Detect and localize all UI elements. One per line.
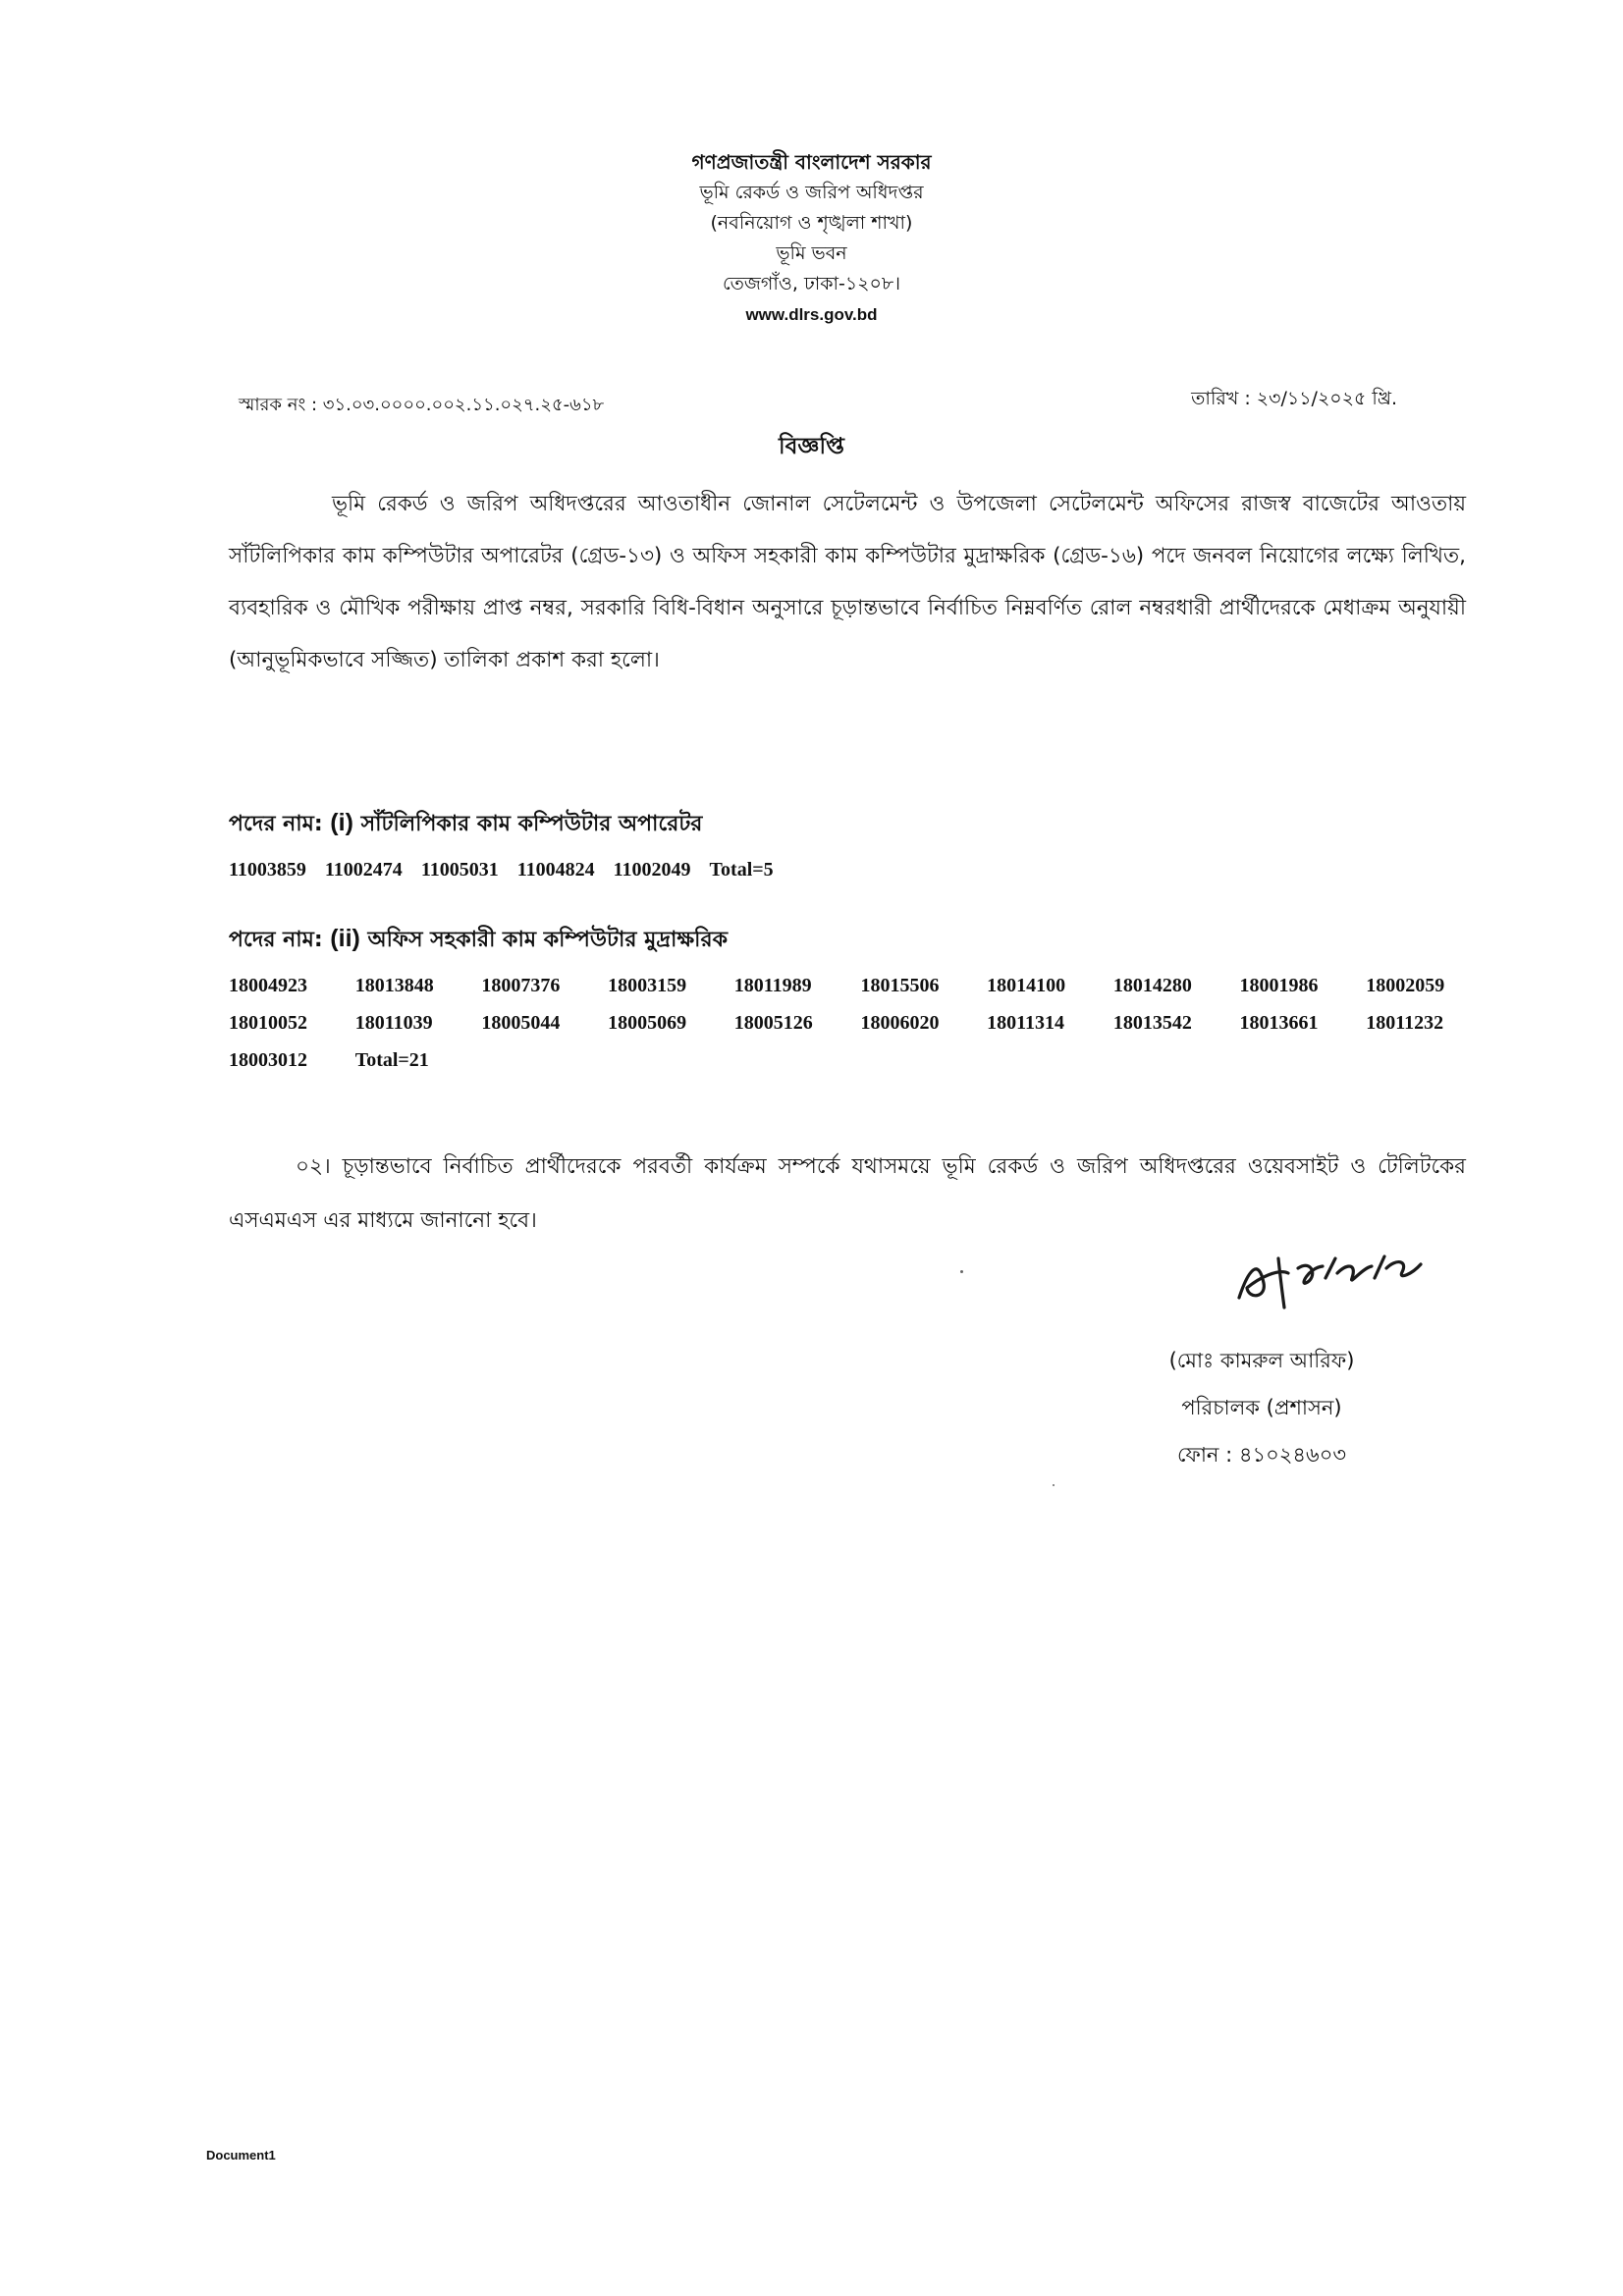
roll-total: Total=5 xyxy=(709,859,774,881)
signatory-name: (মোঃ কামরুল আরিফ) xyxy=(1168,1349,1355,1372)
post-label: পদের নাম: xyxy=(229,812,323,836)
memo-number: স্মারক নং : ৩১.০৩.০০০০.০০২.১১.০২৭.২৫-৬১৮ xyxy=(239,395,605,415)
roll-number: 18005126 xyxy=(733,1012,813,1034)
followup-paragraph: ০২। চূড়ান্তভাবে নির্বাচিত প্রার্থীদেরকে পরবর্তী কার্যক্রম সম্পর্কে যথাসময়ে ভূমি রেকর্ড ও জরিপ অধিদপ্তরের ওয়েবসাইট ও টেলিটকের এসএমএস এর মাধ্যমে জানানো হবে। xyxy=(229,1154,1466,1233)
signature-block xyxy=(1134,1337,1389,1478)
document-footer: Document1 xyxy=(206,2148,276,2163)
roll-number: 18005069 xyxy=(608,1012,687,1034)
roll-number: 18014280 xyxy=(1112,975,1192,996)
post-numeral: (ii) xyxy=(330,925,360,952)
handwritten-signature xyxy=(1219,1239,1435,1317)
signatory-phone: ফোন : ৪১০২৪৬০৩ xyxy=(1176,1443,1347,1467)
roll-number: 18002059 xyxy=(1366,975,1445,996)
roll-number: 18011039 xyxy=(354,1012,433,1034)
roll-number: 18011989 xyxy=(733,975,812,996)
roll-number: 18004923 xyxy=(229,975,307,996)
roll-list xyxy=(229,851,1014,888)
roll-number: 18005044 xyxy=(481,1012,561,1034)
scan-speck xyxy=(1053,1484,1055,1486)
roll-number: 18013661 xyxy=(1239,1012,1319,1034)
roll-number: 18011314 xyxy=(987,1012,1065,1034)
notice-title: বিজ্ঞপ্তি xyxy=(779,434,844,459)
post-name: সাঁটলিপিকার কাম কম্পিউটার অপারেটর xyxy=(360,812,703,836)
roll-number: 18003159 xyxy=(608,975,687,996)
post-numeral: (i) xyxy=(330,809,353,836)
post-label: পদের নাম: xyxy=(229,928,323,952)
post-name: অফিস সহকারী কাম কম্পিউটার মুদ্রাক্ষরিক xyxy=(367,928,728,952)
letterhead xyxy=(0,147,1623,330)
roll-number: 18014100 xyxy=(987,975,1066,996)
roll-number: 11005031 xyxy=(420,859,499,881)
roll-number: 18013848 xyxy=(354,975,434,996)
post-title xyxy=(229,807,1505,843)
government-name: গণপ্রজাতন্ত্রী বাংলাদেশ সরকার xyxy=(691,150,932,174)
post-section-1 xyxy=(229,807,1505,888)
building-name: ভূমি ভবন xyxy=(776,242,847,264)
post-section-2 xyxy=(229,923,1505,1079)
issue-date: তারিখ : ২৩/১১/২০২৫ খ্রি. xyxy=(1191,388,1397,409)
notice-body-paragraph: ভূমি রেকর্ড ও জরিপ অধিদপ্তরের আওতাধীন জোনাল সেটেলমেন্ট ও উপজেলা সেটেলমেন্ট অফিসের রাজস্ব বাজেটের আওতায় সাঁটলিপিকার কাম কম্পিউটার অপারেটর (গ্রেড-১৩) ও অফিস সহকারী কাম কম্পিউটার মুদ্রাক্ষরিক (গ্রেড-১৬) পদে জনবল নিয়োগের লক্ষ্যে লিখিত, ব্যবহারিক ও মৌখিক পরীক্ষায় প্রাপ্ত নম্বর, সরকারি বিধি-বিধান অনুসারে চূড়ান্তভাবে নির্বাচিত নিম্নবর্ণিত রোল নম্বরধারী প্রার্থীদেরকে মেধাক্রম অনুযায়ী (আনুভূমিকভাবে সজ্জিত) তালিকা প্রকাশ করা হলো। xyxy=(229,492,1466,672)
roll-number: 11002474 xyxy=(324,859,403,881)
scan-speck xyxy=(960,1270,963,1273)
post-title xyxy=(229,923,1505,959)
signatory-designation: পরিচালক (প্রশাসন) xyxy=(1181,1396,1342,1419)
roll-number: 11004824 xyxy=(516,859,595,881)
website: www.dlrs.gov.bd xyxy=(745,305,878,324)
roll-total: Total=21 xyxy=(354,1049,429,1071)
department-name: ভূমি রেকর্ড ও জরিপ অধিদপ্তর xyxy=(699,182,924,203)
roll-list xyxy=(229,967,1476,1079)
roll-number: 18003012 xyxy=(229,1049,307,1071)
roll-number: 18011232 xyxy=(1366,1012,1444,1034)
branch-name: (নবনিয়োগ ও শৃঙ্খলা শাখা) xyxy=(710,212,913,234)
roll-number: 11002049 xyxy=(613,859,691,881)
roll-number: 18001986 xyxy=(1239,975,1319,996)
roll-number: 18015506 xyxy=(860,975,940,996)
roll-number: 18007376 xyxy=(481,975,561,996)
address: তেজগাঁও, ঢাকা-১২০৮। xyxy=(722,273,901,294)
roll-number: 11003859 xyxy=(229,859,306,881)
roll-number: 18006020 xyxy=(860,1012,940,1034)
roll-number: 18010052 xyxy=(229,1012,307,1034)
roll-number: 18013542 xyxy=(1112,1012,1192,1034)
